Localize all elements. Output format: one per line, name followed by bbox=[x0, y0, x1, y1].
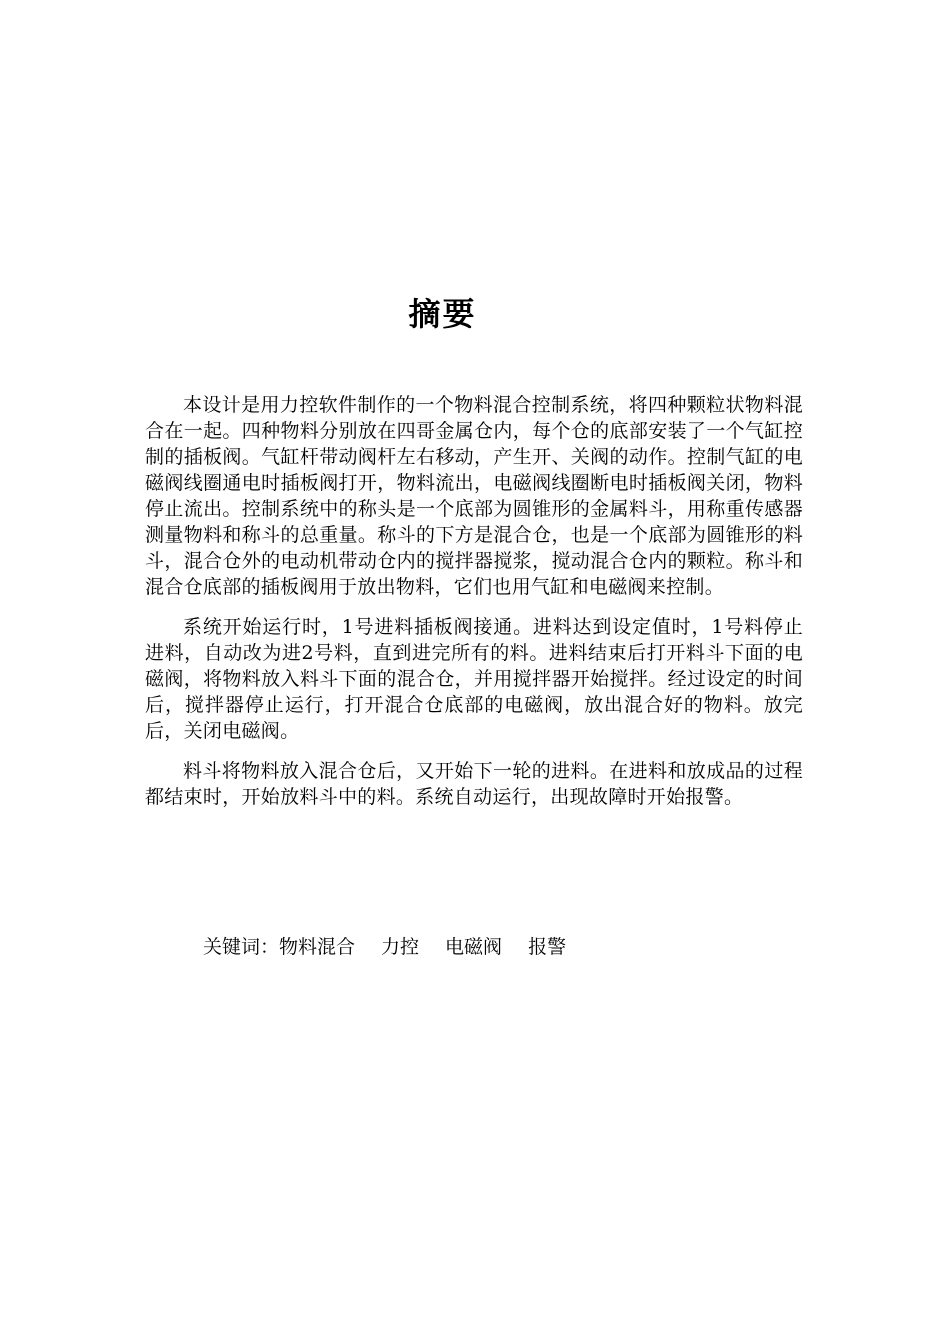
keyword: 力控 bbox=[381, 936, 420, 958]
keywords-label: 关键词： bbox=[203, 936, 280, 958]
page-title: 摘要 bbox=[408, 295, 477, 333]
keyword: 报警 bbox=[528, 936, 567, 958]
abstract-paragraph: 料斗将物料放入混合仓后，又开始下一轮的进料。在进料和放成品的过程都结束时，开始放料斗中的料。系统自动运行，出现故障时开始报警。 bbox=[145, 760, 803, 808]
keywords-line bbox=[203, 934, 566, 960]
keyword: 物料混合 bbox=[279, 936, 356, 958]
abstract-paragraph: 系统开始运行时，1号进料插板阀接通。进料达到设定值时，1号料停止进料，自动改为进2号料，直到进完所有的料。进料结束后打开料斗下面的电磁阀，将物料放入料斗下面的混合仓，并用搅拌器开始搅拌。经过设定的时间后，搅拌器停止运行，打开混合仓底部的电磁阀，放出混合好的物料。放完后，关闭电磁阀。 bbox=[145, 616, 803, 742]
abstract-paragraph: 本设计是用力控软件制作的一个物料混合控制系统，将四种颗粒状物料混合在一起。四种物料分别放在四哥金属仓内，每个仓的底部安装了一个气缸控制的插板阀。气缸杆带动阀杆左右移动，产生开、关阀的动作。控制气缸的电磁阀线圈通电时插板阀打开，物料流出，电磁阀线圈断电时插板阀关闭，物料停止流出。控制系统中的称头是一个底部为圆锥形的金属料斗，用称重传感器测量物料和称斗的总重量。称斗的下方是混合仓，也是一个底部为圆锥形的料斗，混合仓外的电动机带动仓内的搅拌器搅浆，搅动混合仓内的颗粒。称斗和混合仓底部的插板阀用于放出物料，它们也用气缸和电磁阀来控制。 bbox=[145, 394, 803, 598]
keyword: 电磁阀 bbox=[445, 936, 503, 958]
abstract-body bbox=[145, 392, 803, 824]
